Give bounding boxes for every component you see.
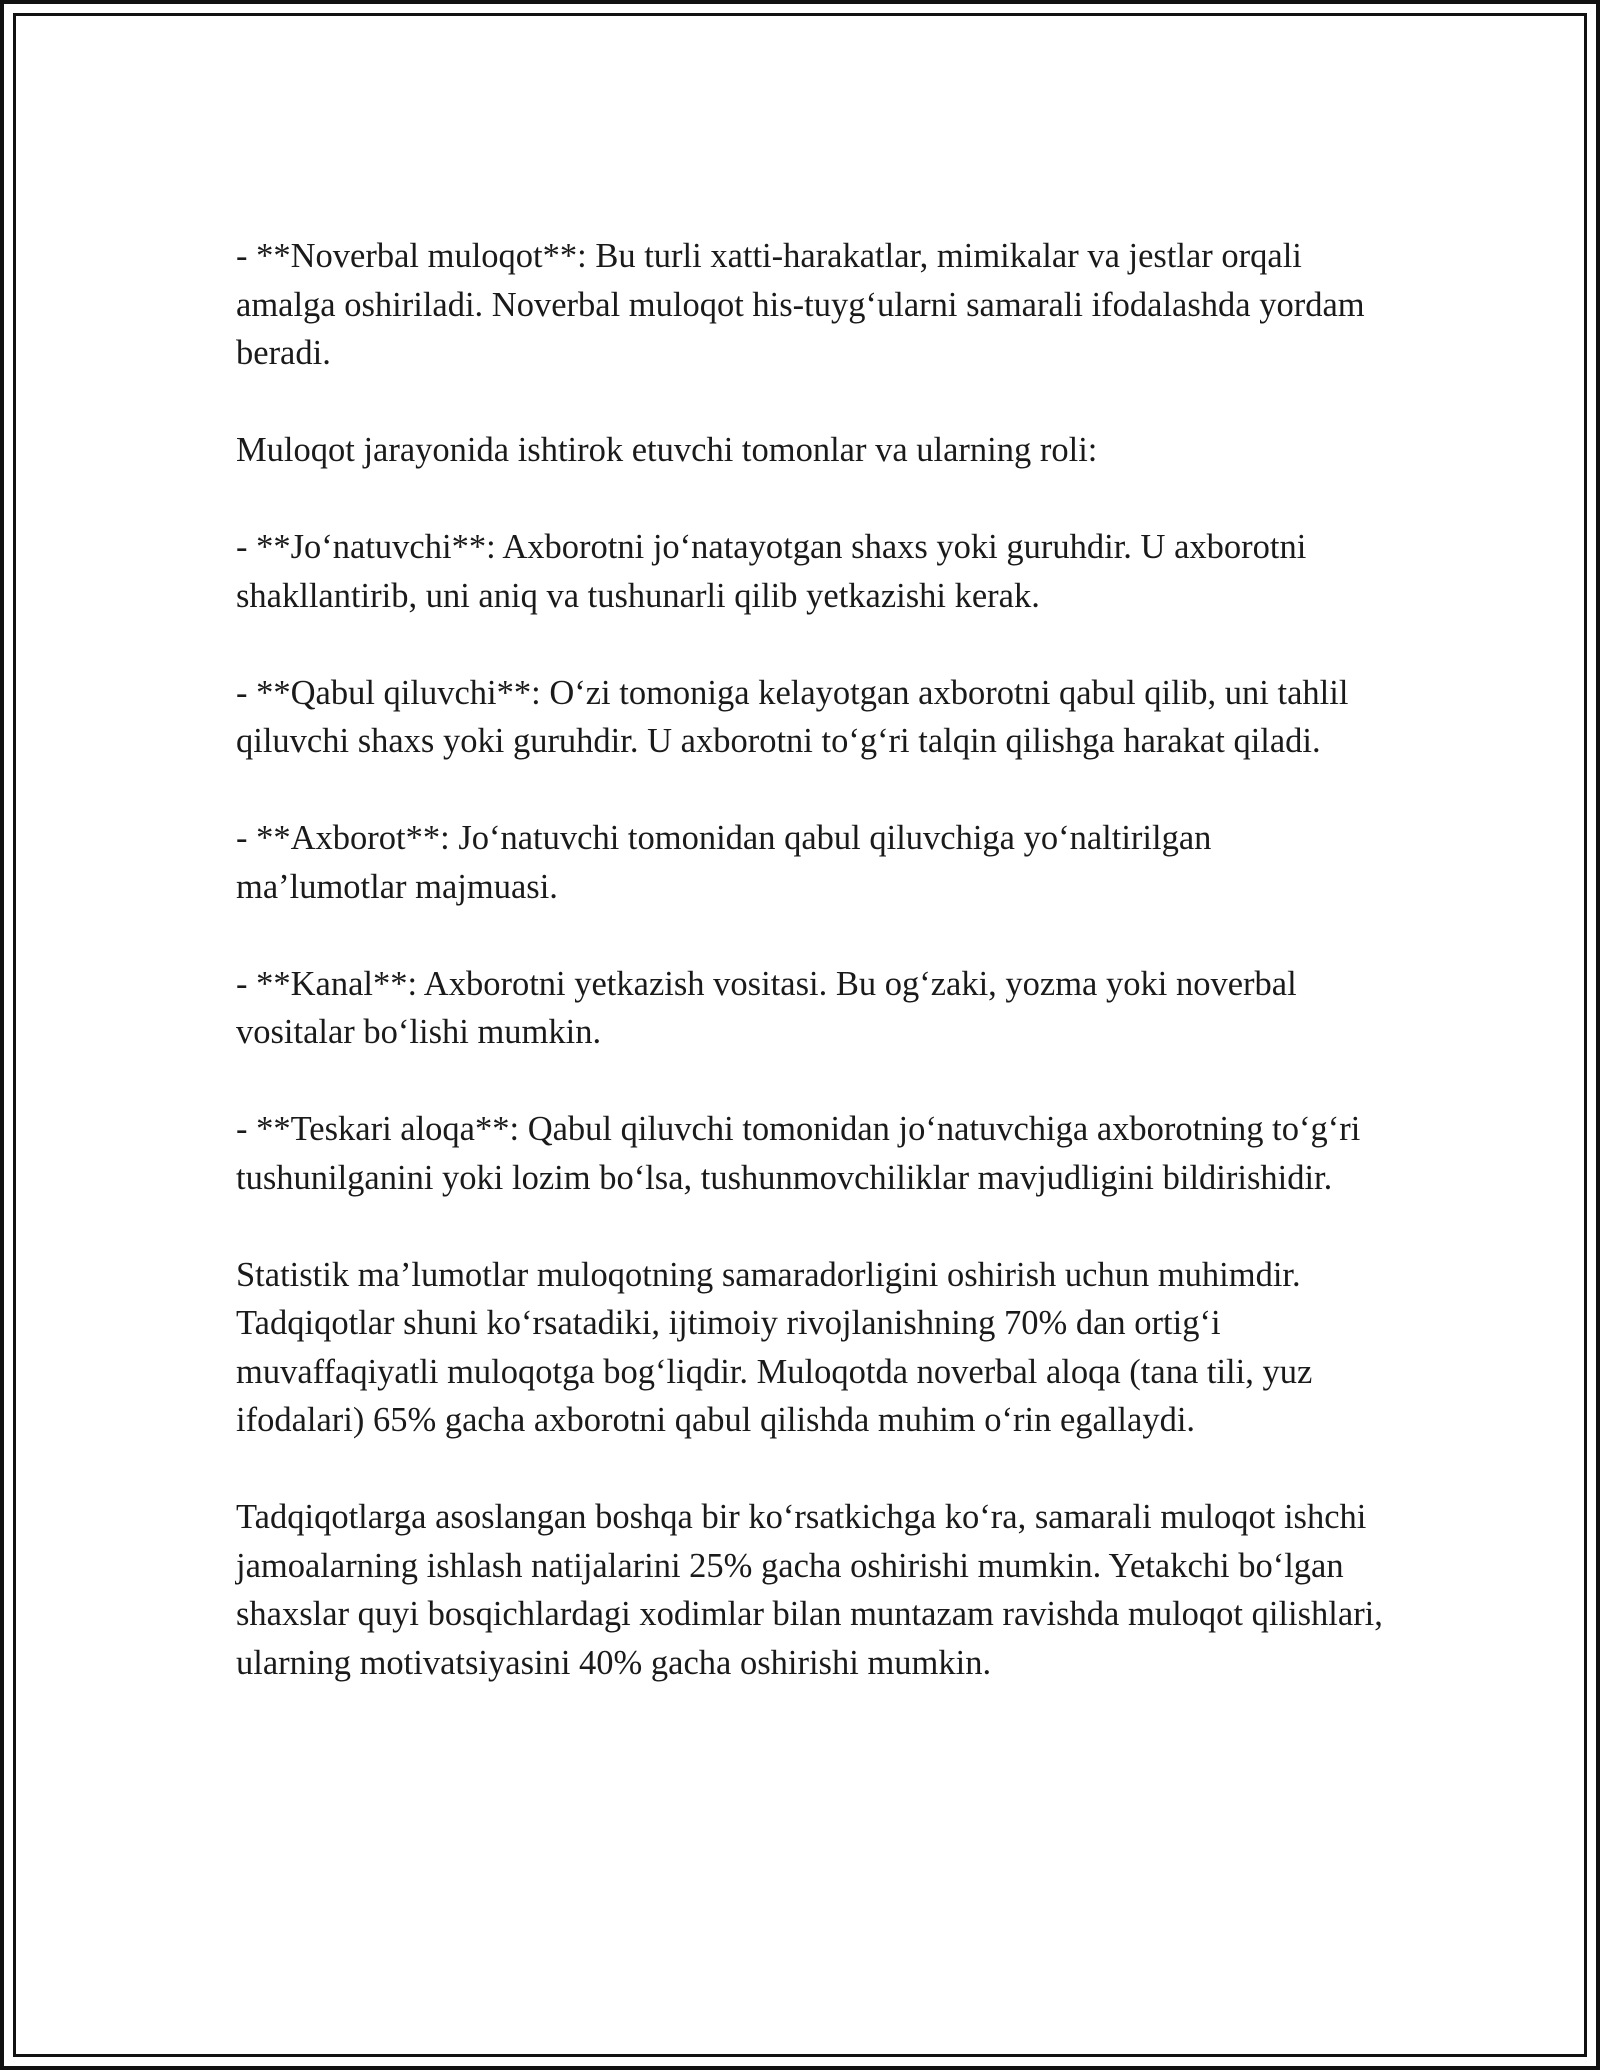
paragraph-jonatuvchi: - **Jo‘natuvchi**: Axborotni jo‘natayotgan shaxs yoki guruhdir. U axborotni shakllantirib, uni aniq va tushunarli qilib yetkazishi kerak. [236,528,1307,615]
paragraph-noverbal-muloqot: - **Noverbal muloqot**: Bu turli xatti-harakatlar, mimikalar va jestlar orqali amalga oshiriladi. Noverbal muloqot his-tuyg‘ularni samarali ifodalashda yordam beradi. [236,237,1365,372]
paragraph-research-indicators: Tadqiqotlarga asoslangan boshqa bir ko‘rsatkichga ko‘ra, samarali muloqot ishchi jamoalarning ishlash natijalarini 25% gacha oshirishi mumkin. Yetakchi bo‘lgan shaxslar quyi bosqichlardagi xodimlar bilan muntazam ravishda muloqot qilishlari, ularning motivatsiyasini 40% gacha oshirishi mumkin. [236,1498,1383,1682]
paragraph-teskari-aloqa: - **Teskari aloqa**: Qabul qiluvchi tomonidan jo‘natuvchiga axborotning to‘g‘ri tushunilganini yoki lozim bo‘lsa, tushunmovchiliklar mavjudligini bildirishidir. [236,1110,1361,1197]
paragraph-kanal: - **Kanal**: Axborotni yetkazish vositasi. Bu og‘zaki, yozma yoki noverbal vositalar bo‘lishi mumkin. [236,964,1297,1051]
paragraph-axborot: - **Axborot**: Jo‘natuvchi tomonidan qabul qiluvchiga yo‘naltirilgan ma’lumotlar majmuasi. [236,819,1212,906]
document-body [236,232,1386,1736]
paragraph-statistics: Statistik ma’lumotlar muloqotning samaradorligini oshirish uchun muhimdir. Tadqiqotlar shuni ko‘rsatadiki, ijtimoiy rivojlanishning 70% dan ortig‘i muvaffaqiyatli muloqotga bog‘liqdir. Muloqotda noverbal aloqa (tana tili, yuz ifodalari) 65% gacha axborotni qabul qilishda muhim o‘rin egallaydi. [236,1255,1313,1439]
paragraph-qabul-qiluvchi: - **Qabul qiluvchi**: O‘zi tomoniga kelayotgan axborotni qabul qilib, uni tahlil qiluvchi shaxs yoki guruhdir. U axborotni to‘g‘ri talqin qilishga harakat qiladi. [236,673,1349,760]
paragraph-participants-intro: Muloqot jarayonida ishtirok etuvchi tomonlar va ularning roli: [236,431,1098,469]
